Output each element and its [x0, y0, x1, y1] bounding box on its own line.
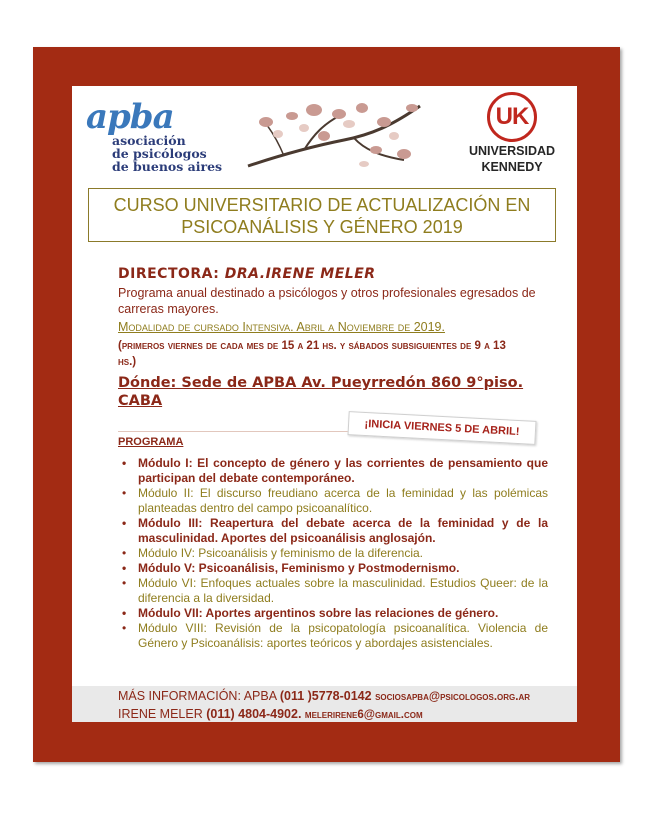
uk-emblem [487, 92, 537, 142]
location-text: Dónde: Sede de APBA Av. Pueyrredón 860 9°piso. CABA [118, 375, 524, 409]
apba-logo [86, 97, 236, 174]
modalidad-text: Modalidad de cursado Intensiva. Abril a Noviembre de 2019. [118, 320, 445, 334]
directora-name: DRA.IRENE MELER [224, 266, 376, 282]
contact-phone: (011 )5778-0142 [279, 689, 372, 703]
contact-label: MÁS INFORMACIÓN: APBA [118, 689, 280, 703]
list-item: • Módulo III: Reapertura del debate acerca de la feminidad y de la masculinidad. Aportes del psicoanálisis anglosajón. [138, 516, 548, 546]
contact-email: sociosapba@psicologos.org.ar [375, 691, 531, 703]
uk-emblem-text: UK [495, 103, 529, 130]
list-item: • Módulo VI: Enfoques actuales sobre la masculinidad. Estudios Queer: de la diferencia a la diversidad. [138, 576, 548, 606]
apba-logo-line: de psicólogos [112, 146, 207, 161]
course-title-box [88, 188, 556, 242]
horario-text: (primeros viernes de cada mes de 15 a 21 hs. y sábados subsiguientes de 9 a 13 hs.) [118, 340, 506, 368]
uk-logo-line: KENNEDY [481, 160, 543, 174]
apba-logo-line: asociación [112, 133, 186, 148]
contact-line-apba [118, 688, 577, 706]
flyer-panel [72, 86, 577, 722]
contact-line-meler [118, 706, 577, 722]
program-description: Programa anual destinado a psicólogos y otros profesionales egresados de carreras mayores. [118, 286, 536, 316]
module-list [118, 456, 548, 651]
contact-phone: (011) 4804-4902. [206, 707, 302, 721]
apba-logo-line: de buenos aires [112, 159, 223, 174]
directora-heading [118, 266, 376, 282]
course-title-line: CURSO UNIVERSITARIO DE ACTUALIZACIÓN EN [113, 195, 531, 215]
start-date-badge: ¡INICIA VIERNES 5 DE ABRIL! [348, 411, 537, 445]
list-item: • Módulo V: Psicoanálisis, Feminismo y Postmodernismo. [138, 561, 548, 576]
contact-email: melerirene6@gmail.com [304, 709, 423, 721]
contact-label: IRENE MELER [118, 707, 207, 721]
contact-footer [72, 686, 577, 722]
uk-logo-line: UNIVERSIDAD [468, 144, 556, 158]
list-item: • Módulo I: El concepto de género y las corrientes de pensamiento que participan del debate contemporáneo. [138, 456, 548, 486]
divider [118, 431, 374, 432]
apba-logo-word: apba [86, 97, 174, 137]
blossom-branch-illustration [244, 94, 424, 176]
list-item: • Módulo VIII: Revisión de la psicopatología psicoanalítica. Violencia de Género y Psicoanálisis: aportes teóricos y abordajes asistenciales. [138, 621, 548, 651]
course-title-line: PSICOANÁLISIS Y GÉNERO 2019 [181, 217, 463, 237]
programa-heading: PROGRAMA [118, 436, 184, 448]
list-item: • Módulo VII: Aportes argentinos sobre las relaciones de género. [138, 606, 548, 621]
directora-label: DIRECTORA: [118, 266, 225, 282]
list-item: • Módulo IV: Psicoanálisis y feminismo de la diferencia. [138, 546, 548, 561]
universidad-kennedy-logo [462, 92, 562, 174]
list-item: • Módulo II: El discurso freudiano acerca de la feminidad y las polémicas planteadas dentro del campo psicoanalítico. [138, 486, 548, 516]
